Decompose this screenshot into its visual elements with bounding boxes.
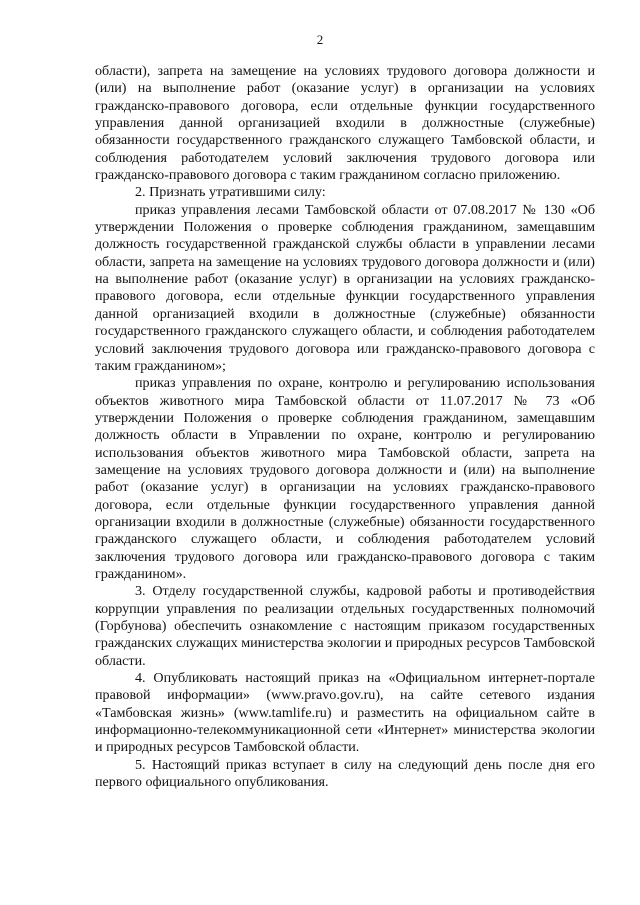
paragraph-item-2: 2. Признать утратившими силу: <box>135 184 326 201</box>
paragraph-continuation: области), запрета на замещение на условиях трудового договора должности и (или) на выполнение работ (оказание услуг) в организации на условиях гражданско-правового договора, если отдельные функции государственного управления данной организацией входили в должностные (служебные) обязанности государственного гражданского служащего Тамбовской области, и соблюдения работодателем условий заключения трудового договора или гражданско-правового договора с таким гражданином согласно приложению. <box>95 63 595 184</box>
page-number: 2 <box>316 32 324 47</box>
paragraph-order-forestry: приказ управления лесами Тамбовской области от 07.08.2017 № 130 «Об утверждении Положения о проверке соблюдения гражданином, замещавшим должность государственной гражданской службы области в управлении лесами области, запрета на замещение на условиях трудового договора должности и (или) на выполнение работ (оказание услуг) в организации на условиях гражданско-правового договора, если отдельные функции государственного управления данной организацией входили в должностные (служебные) обязанности государственного гражданского служащего области, и соблюдения работодателем условий заключения трудового договора или гражданско-правового договора с таким гражданином»; <box>95 201 595 374</box>
paragraph-order-wildlife: приказ управления по охране, контролю и регулированию использования объектов животного мира Тамбовской области от 11.07.2017 № 73 «Об утверждении Положения о проверке соблюдения гражданином, замещавшим должность области в Управлении по охране, контролю и регулированию использования объектов животного мира Тамбовской области, запрета на замещение на условиях трудового договора должности и (или) на выполнение работ (оказание услуг) в организации на условиях гражданско-правового договора, если отдельные функции государственного управления данной организации входили в должностные (служебные) обязанности государственного гражданского служащего области, и соблюдения работодателем условий заключения трудового договора или гражданско-правового договора с таким гражданином». <box>95 375 595 582</box>
paragraph-item-4: 4. Опубликовать настоящий приказ на «Официальном интернет-портале правовой информации» (www.pravo.gov.ru), на сайте сетевого издания «Тамбовская жизнь» (www.tamlife.ru) и разместить на официальном сайте в информационно-телекоммуникационной сети «Интернет» министерства экологии и природных ресурсов Тамбовской области. <box>95 670 595 756</box>
paragraph-item-3: 3. Отделу государственной службы, кадровой работы и противодействия коррупции управления по реализации отдельных государственных полномочий (Горбунова) обеспечить ознакомление с настоящим приказом государственных гражданских служащих министерства экологии и природных ресурсов Тамбовской области. <box>95 583 595 669</box>
document-body <box>95 63 595 791</box>
paragraph-item-5: 5. Настоящий приказ вступает в силу на следующий день после дня его первого официального опубликования. <box>95 756 595 791</box>
